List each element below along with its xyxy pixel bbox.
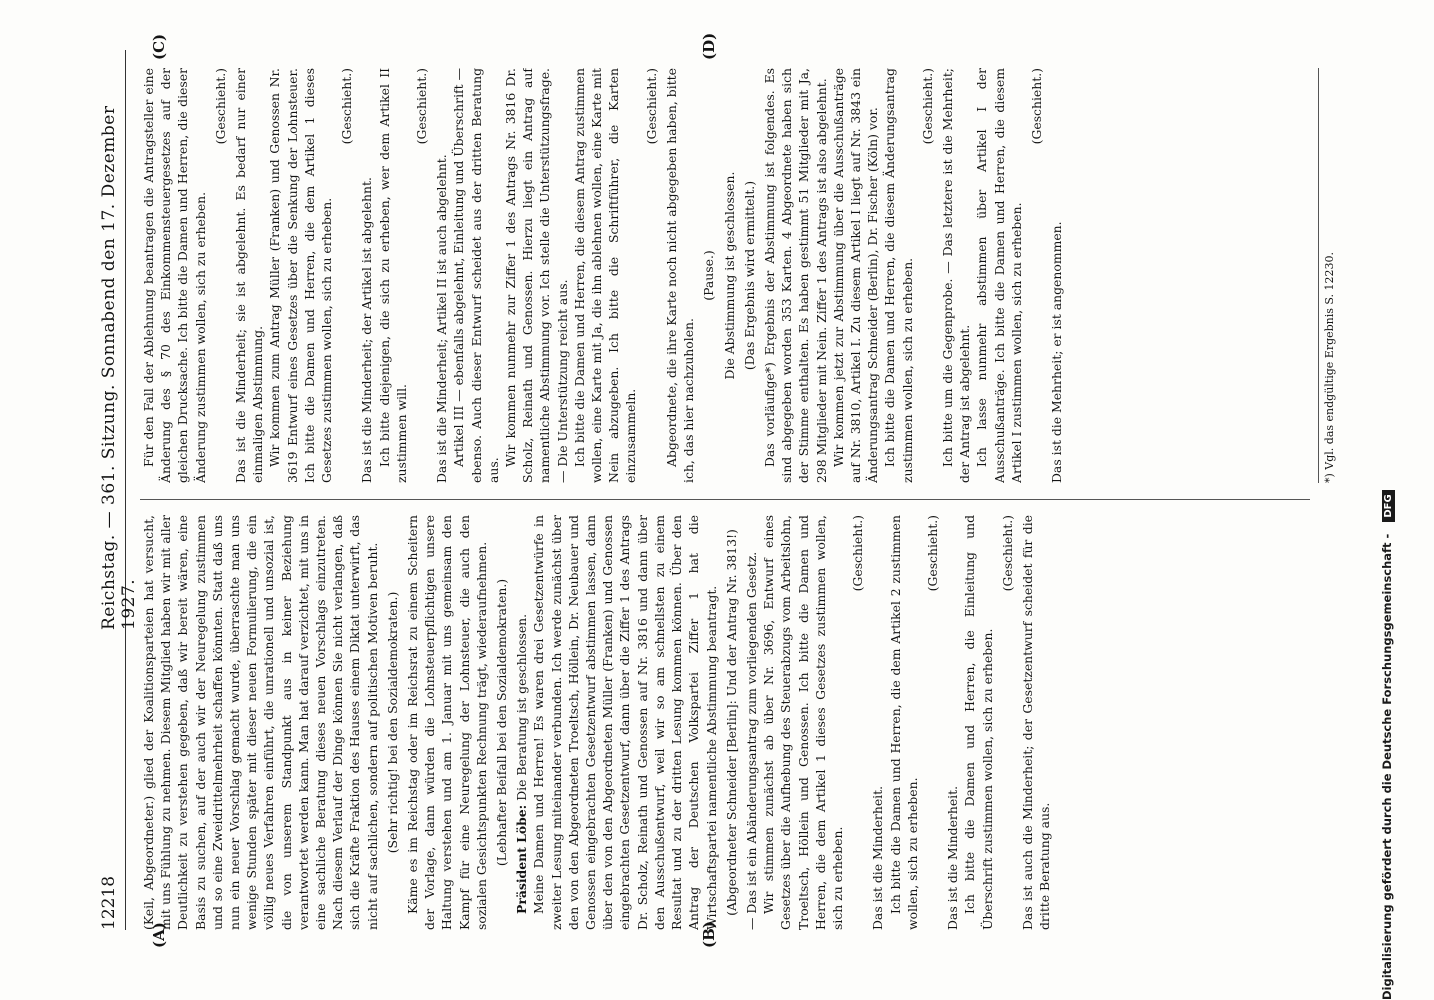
paragraph: Wir kommen nunmehr zur Ziffer 1 des Antrags Nr. 3816 Dr. Scholz, Reinath und Genossen. Hierzu liegt ein Antrag auf namentliche Abstimmung vor. Ich stelle die Unterstützungsfrage. — Die Unterstützung reicht aus. [503, 68, 570, 483]
margin-marker-a: (A) [150, 922, 168, 948]
footnote: *) Vgl. das endgültige Ergebnis S. 12230. [1318, 68, 1336, 483]
paragraph: Ich lasse nunmehr abstimmen über Artikel I der Ausschußanträge. Ich bitte die Damen und Herren, die diesem Artikel I zustimmen wollen, sich zu erheben. [974, 68, 1024, 483]
paragraph: Abgeordnete, die ihre Karte noch nicht abgegeben haben, bitte ich, das hier nachzuholen. [663, 68, 697, 483]
procedural-note: (Geschieht.) [212, 68, 228, 145]
paragraph: — Das ist ein Abänderungsantrag zum vorliegenden Gesetz. [743, 551, 759, 930]
procedural-note: (Geschieht.) [999, 515, 1015, 592]
page-header [95, 50, 139, 930]
paragraph: Das ist die Minderheit; sie ist abgelehnt. Es bedarf nur einer einmaligen Abstimmung. [233, 68, 266, 483]
left-column [140, 515, 1310, 930]
interjection: (Abgeordneter Schneider [Berlin]: Und der Antrag Nr. 3813!) [723, 529, 739, 916]
page-title: Reichstag. — 361. Sitzung. Sonnabend den 17. Dezember 1927. [99, 105, 139, 630]
paragraph: Wir kommen zum Antrag Müller (Franken) und Genossen Nr. 3619 Entwurf eines Gesetzes über die Senkung der Lohnsteuer. Ich bitte die Damen und Herren, die dem Artikel 1 dieses Gesetzes zustimmen wollen, sich zu erheben. [267, 68, 335, 483]
paragraph: Das vorläufige*) Ergebnis der Abstimmung ist folgendes. Es sind abgegeben worden 353 Karten. 4 Abgeordnete haben sich der Stimme enthalten. Es haben gestimmt 51 Mitglieder mit Ja, 298 Mitglieder mit Nein. Ziffer 1 des Antrags ist also abgelehnt. [761, 68, 829, 483]
paragraph: Ich bitte die Damen und Herren, die Einleitung und Überschrift zustimmen wollen, sich zu erheben. [962, 515, 995, 930]
paragraph: Ich bitte die Damen und Herren, die diesem Änderungsantrag zustimmen wollen, sich zu erheben. [882, 68, 915, 483]
interjection: (Lebhafter Beifall bei den Sozialdemokraten.) [494, 578, 510, 867]
paragraph: Wir kommen jetzt zur Abstimmung über die Ausschußanträge auf Nr. 3810, Artikel I. Zu diesem Artikel I liegt auf Nr. 3843 ein Änderungsantrag Schneider (Berlin), Dr. Fischer (Köln) vor. [830, 68, 881, 483]
paragraph: Artikel III — ebenfalls abgelehnt, Einleitung und Überschrift — ebenso. Auch dieser Entwurf scheidet aus der dritten Beratung aus. [451, 68, 501, 483]
speaker-label: Präsident Löbe: [514, 804, 530, 914]
procedural-note: (Geschieht.) [850, 515, 866, 592]
procedural-note: (Geschieht.) [339, 68, 355, 145]
digitization-credit [1380, 0, 1398, 1000]
procedural-note: (Geschieht.) [924, 515, 940, 592]
procedural-note: (Geschieht.) [919, 68, 935, 145]
margin-marker-d: (D) [700, 32, 718, 60]
paragraph: Ich bitte die Damen und Herren, die diesem Antrag zustimmen wollen, eine Karte mit Ja, die ihn ablehnen wollen, eine Karte mit Nein abzugeben. Ich bitte die Schriftführer, die Karten einzusammeln. [571, 68, 639, 483]
speech-text: Die Beratung ist geschlossen. [514, 613, 530, 801]
column-divider [140, 499, 1310, 500]
interjection: (Sehr richtig! bei den Sozialdemokraten.) [384, 591, 400, 854]
paragraph: Das ist die Mehrheit; er ist angenommen. [1049, 221, 1065, 483]
dfg-logo: DFG [1382, 490, 1395, 521]
paragraph: Käme es im Reichstag oder im Reichsrat zu einem Scheitern der Vorlage, dann würden die Lohnsteuerpflichtigen unsere Haltung verstehen und am 1. Januar mit uns gemeinsam den Kampf für eine Neuregelung der Lohnsteuer, die auch den sozialen Gesichtspunkten Rechnung trägt, wiederaufnehmen. [405, 515, 489, 930]
paragraph: Ich bitte die Damen und Herren, die dem Artikel 2 zustimmen wollen, sich zu erheben. [887, 515, 920, 930]
paragraph: Für den Fall der Ablehnung beantragen die Antragsteller eine Änderung des § 70 des Einkommensteuergesetzes auf der gleichen Drucksache. Ich bitte die Damen und Herren, die dieser Änderung zustimmen wollen, sich zu erheben. [141, 68, 208, 483]
procedural-note: (Geschieht.) [414, 68, 430, 145]
page-number: 12218 [99, 875, 119, 930]
right-column [140, 68, 1310, 483]
paragraph: Meine Damen und Herren! Es waren drei Gesetzentwürfe in zweiter Lesung miteinander verbunden. Ich werde zunächst über den von den Abgeordneten Troeltsch, Höllein, Dr. Neubauer und Genossen eingebrachten Gesetzentwurf abstimmen lassen, dann über den von den Abgeordneten Müller (Franken) und Genossen eingebrachten Gesetzentwurf, dann über die Ziffer 1 des Antrags Dr. Scholz, Reinath und Genossen auf Nr. 3816 und dann über den Ausschußentwurf, weil wir so am schnellsten zu einem Resultat und zu der dritten Lesung kommen können. Über den Antrag der Deutschen Volkspartei Ziffer 1 hat die Wirtschaftspartei namentliche Abstimmung beantragt. [531, 515, 719, 930]
procedural-note: (Geschieht.) [643, 68, 659, 145]
interjection: (Pause.) [701, 250, 717, 301]
procedural-note: (Geschieht.) [1028, 68, 1044, 145]
interjection: (Das Ergebnis wird ermittelt.) [741, 180, 757, 371]
credit-text: Digitalisierung gefördert durch die Deutsche Forschungsgemeinschaft - [1380, 533, 1394, 1000]
margin-marker-b: (B) [700, 921, 718, 948]
paragraph [513, 515, 530, 930]
paragraph: (Keil, Abgeordneter.) glied der Koalitionsparteien hat versucht, mit uns Fühlung zu nehmen. Diesem Mitglied haben wir mit aller Deutlichkeit zu verstehen gegeben, daß wir bereit wären, eine Basis zu suchen, auf der auch wir der Neuregelung zustimmen und so eine Zweidrittelmehrheit schaffen könnten. Statt daß uns nun ein neuer Vorschlag gemacht wurde, überraschte man uns wenige Stunden später mit dieser neuen Formulierung, die ein völlig neues Verfahren einführt, die unrationell und unsozial ist, die von unserem Standpunkt aus in keiner Beziehung verantwortet werden kann. Man hat darauf verzichtet, mit uns in eine sachliche Beratung dieses neuen Vorschlags einzutreten. Nach diesem Verlauf der Dinge können Sie nicht verlangen, daß sich die Kräfte Fraktion des Hauses einem Diktat unterwirft, das nicht auf sachlichen, sondern auf politischen Motiven beruht. [141, 515, 380, 930]
paragraph: Die Abstimmung ist geschlossen. [721, 171, 737, 380]
paragraph: Wir stimmen zunächst ab über Nr. 3696, Entwurf eines Gesetzes über die Aufhebung des Steuerabzugs vom Arbeitslohn, Troeltsch, Höllein und Genossen. Ich bitte die Damen und Herren, die dem Artikel 1 dieses Gesetzes zustimmen wollen, sich zu erheben. [761, 515, 845, 930]
paragraph: Das ist auch die Minderheit; der Gesetzentwurf scheidet für die dritte Beratung aus. [1019, 515, 1053, 930]
paragraph: Das ist die Minderheit. [945, 785, 961, 930]
paragraph: Das ist die Minderheit; Artikel II ist auch abgelehnt. [434, 154, 450, 483]
paragraph: Das ist die Minderheit; der Artikel ist abgelehnt. [359, 177, 375, 483]
paragraph: Ich bitte diejenigen, die sich zu erheben, wer dem Artikel II zustimmen will. [376, 68, 409, 483]
margin-marker-c: (C) [150, 33, 168, 60]
paragraph: Das ist die Minderheit. [870, 785, 886, 930]
paragraph: Ich bitte um die Gegenprobe. — Das letztere ist die Mehrheit; der Antrag ist abgelehnt. [939, 68, 973, 483]
